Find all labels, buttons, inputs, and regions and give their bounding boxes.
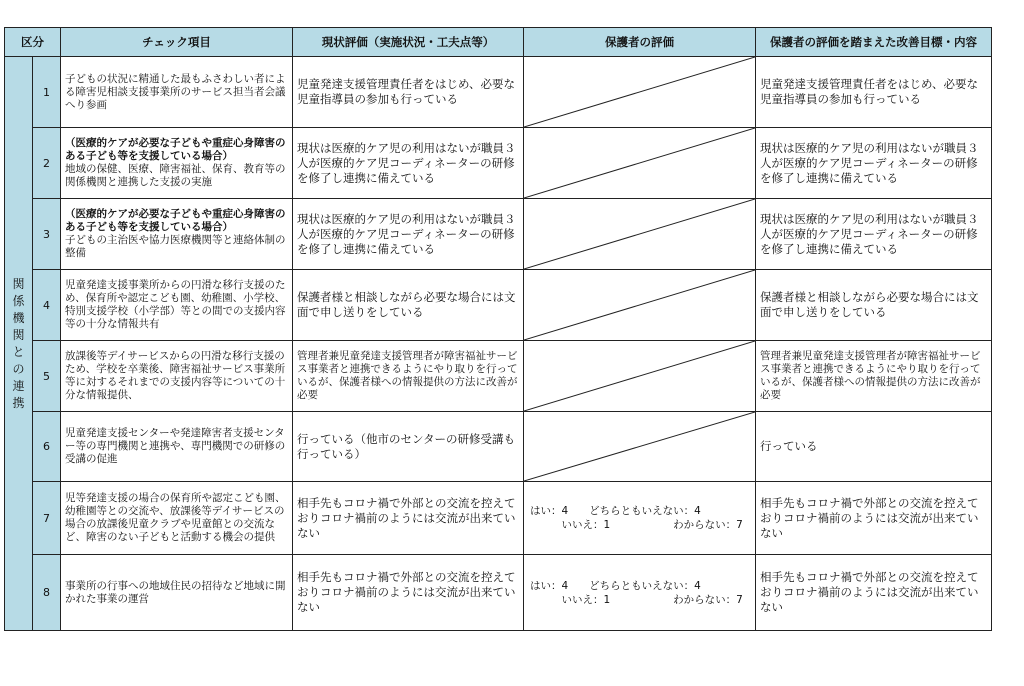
check-item-text: 子どもの状況に精通した最もふさわしい者による障害児相談支援事業所のサービス担当者会議へり参画 [65, 72, 286, 111]
row-number: 1 [33, 57, 61, 128]
current-evaluation: 保護者様と相談しながら必要な場合には文面で申し送りをしている [293, 270, 524, 341]
diagonal-slash [524, 57, 755, 127]
improvement-goal: 現状は医療的ケア児の利用はないが職員３人が医療的ケア児コーディネーターの研修を修了し連携に備えている [756, 199, 992, 270]
current-evaluation: 現状は医療的ケア児の利用はないが職員３人が医療的ケア児コーディネーターの研修を修了し連携に備えている [293, 199, 524, 270]
guardian-evaluation-line: いいえ：1 わからない：7 [530, 593, 743, 606]
check-item-text: 事業所の行事への地域住民の招待など地域に開かれた事業の運営 [65, 579, 286, 605]
header-check-item: チェック項目 [61, 28, 293, 57]
table-row [5, 341, 992, 412]
guardian-evaluation-line: はい：4 どちらともいえない：4 [530, 579, 701, 592]
check-item-cell [61, 412, 293, 482]
check-item-condition: （医療的ケアが必要な子どもや重症心身障害のある子ども等を支援している場合） [65, 208, 286, 233]
table-row [5, 270, 992, 341]
diagonal-slash [524, 199, 755, 269]
row-number: 7 [33, 482, 61, 555]
improvement-goal: 行っている [756, 412, 992, 482]
guardian-evaluation-line: はい：4 どちらともいえない：4 [530, 505, 701, 517]
row-number: 2 [33, 128, 61, 199]
check-item-text: 児童発達支援事業所からの円滑な移行支援のため、保育所や認定こども園、幼稚園、小学校、特別支援学校（小学部）等との間での支援内容等の十分な情報共有 [65, 279, 286, 330]
check-item-text: 児等発達支援の場合の保育所や認定こども園、幼稚園等との交流や、放課後等デイサービスの場合の放課後児童クラブや児童館との交流など、障害のない子どもと活動する機会の提供 [65, 492, 286, 543]
section-label: 関係機関との連携 [12, 276, 25, 410]
check-item-cell [61, 341, 293, 412]
guardian-evaluation-cell [524, 199, 756, 270]
guardian-evaluation-counts [524, 504, 755, 532]
row-number: 8 [33, 555, 61, 631]
row-number: 4 [33, 270, 61, 341]
diagonal-slash [524, 412, 755, 481]
header-section: 区分 [5, 28, 61, 57]
row-number: 3 [33, 199, 61, 270]
diagonal-slash [524, 270, 755, 340]
table-row [5, 128, 992, 199]
check-item-cell [61, 128, 293, 199]
guardian-evaluation-cell [524, 341, 756, 412]
check-item-condition: （医療的ケアが必要な子どもや重症心身障害のある子ども等を支援している場合） [65, 137, 286, 162]
improvement-goal: 現状は医療的ケア児の利用はないが職員３人が医療的ケア児コーディネーターの研修を修了し連携に備えている [756, 128, 992, 199]
evaluation-sheet [4, 27, 991, 631]
table-row [5, 412, 992, 482]
guardian-evaluation-cell [524, 555, 756, 631]
header-current-evaluation: 現状評価（実施状況・工夫点等） [293, 28, 524, 57]
guardian-evaluation-cell [524, 270, 756, 341]
diagonal-slash [524, 341, 755, 411]
check-item-cell [61, 199, 293, 270]
guardian-evaluation-cell [524, 412, 756, 482]
table-row [5, 482, 992, 555]
guardian-evaluation-cell [524, 128, 756, 199]
table-row [5, 57, 992, 128]
check-item-text: 児童発達支援センターや発達障害者支援センター等の専門機関と連携や、専門機関での研修の受講の促進 [65, 427, 286, 465]
evaluation-table [4, 27, 992, 631]
row-number: 6 [33, 412, 61, 482]
header-row [5, 28, 992, 57]
section-label-cell [5, 57, 33, 631]
current-evaluation: 行っている（他市のセンターの研修受講も行っている） [293, 412, 524, 482]
current-evaluation: 管理者兼児童発達支援管理者が障害福祉サービス事業者と連携できるようにやり取りを行っているが、保護者様への情報提供の方法に改善が必要 [293, 341, 524, 412]
check-item-text: 子どもの主治医や協力医療機関等と連絡体制の整備 [65, 234, 286, 259]
improvement-goal: 保護者様と相談しながら必要な場合には文面で申し送りをしている [756, 270, 992, 341]
guardian-evaluation-cell [524, 482, 756, 555]
check-item-cell [61, 482, 293, 555]
check-item-cell [61, 57, 293, 128]
current-evaluation: 現状は医療的ケア児の利用はないが職員３人が医療的ケア児コーディネーターの研修を修了し連携に備えている [293, 128, 524, 199]
guardian-evaluation-cell [524, 57, 756, 128]
improvement-goal: 児童発達支援管理責任者をはじめ、必要な児童指導員の参加も行っている [756, 57, 992, 128]
check-item-text: 放課後等デイサービスからの円滑な移行支援のため、学校を卒業後、障害福祉サービス事業所等に対するそれまでの支援内容等についての十分な情報提供、 [65, 350, 286, 401]
improvement-goal: 相手先もコロナ禍で外部との交流を控えておりコロナ禍前のようには交流が出来ていない [756, 555, 992, 631]
table-row [5, 199, 992, 270]
check-item-cell [61, 270, 293, 341]
current-evaluation: 児童発達支援管理責任者をはじめ、必要な児童指導員の参加も行っている [293, 57, 524, 128]
header-improvement-goal: 保護者の評価を踏まえた改善目標・内容 [756, 28, 992, 57]
table-row [5, 555, 992, 631]
row-number: 5 [33, 341, 61, 412]
improvement-goal: 管理者兼児童発達支援管理者が障害福祉サービス事業者と連携できるようにやり取りを行っているが、保護者様への情報提供の方法に改善が必要 [756, 341, 992, 412]
check-item-text: 地域の保健、医療、障害福祉、保育、教育等の関係機関と連携した支援の実施 [65, 163, 286, 188]
guardian-evaluation-line: いいえ：1 わからない：7 [530, 519, 743, 531]
current-evaluation: 相手先もコロナ禍で外部との交流を控えておりコロナ禍前のようには交流が出来ていない [293, 555, 524, 631]
current-evaluation: 相手先もコロナ禍で外部との交流を控えておりコロナ禍前のようには交流が出来ていない [293, 482, 524, 555]
diagonal-slash [524, 128, 755, 198]
check-item-cell [61, 555, 293, 631]
guardian-evaluation-counts [524, 579, 755, 607]
header-guardian-evaluation: 保護者の評価 [524, 28, 756, 57]
improvement-goal: 相手先もコロナ禍で外部との交流を控えておりコロナ禍前のようには交流が出来ていない [756, 482, 992, 555]
